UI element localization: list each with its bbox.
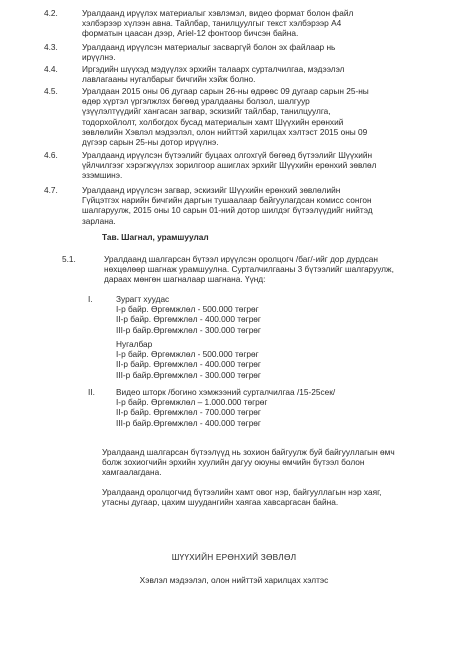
item-text	[82, 8, 422, 39]
prize-list-video	[116, 387, 376, 428]
item-number: 4.2.	[44, 8, 58, 18]
paragraph-contact	[102, 487, 424, 507]
item-text	[104, 254, 424, 285]
text-line: Иргэдийн шүүхэд мэдүүлэх эрхийн талаарх сурталчилгаа, мэдээлэл	[82, 64, 345, 74]
text-line: форматын цаасан дээр, Ariel-12 фонтоор бичсэн байна.	[82, 28, 299, 39]
text-line: Уралдаан 2015 оны 06 дугаар сарын 26-ны өдрөөс 09 дугаар сарын 25-ны	[82, 86, 369, 96]
item-number: 4.4.	[44, 64, 58, 74]
item-text	[82, 86, 422, 147]
item-number: 4.7.	[44, 185, 58, 195]
category-title: Видео шторк /богино хэмжээний сурталчилгаа /15-25сек/	[116, 387, 336, 397]
prize-line: III-р байр.Өргөмжлөл - 300.000 төгрөг	[116, 369, 261, 380]
text-line: Уралдаанд ирүүлсэн бүтээлийг буцаах олгохгүй бөгөөд бүтээлийг Шүүхийн	[82, 150, 373, 160]
text-line: хэлбэрээр хүлээн авна. Тайлбар, танилцуулгыг текст хэлбэрээр А4	[82, 18, 342, 29]
text-line: үйлчилгээг хэрэгжүүлэх зорилгоор ашиглах эрхийг Шүүхийн ерөнхий зөвлөл	[82, 160, 377, 171]
text-line: Уралдаанд ирүүлсэн материалыг засваргүй болон эх файлаар нь	[82, 42, 336, 52]
item-text	[82, 64, 422, 84]
prize-line: II-р байр. Өргөмжлөл - 700.000 төгрөг	[116, 407, 261, 418]
text-line: зөвлөлийн Хэвлэл мэдээлэл, олон нийттэй харилцах хэлтэст 2015 оны 09	[82, 126, 368, 137]
paragraph-ownership	[102, 447, 424, 478]
prize-list-posters	[116, 294, 376, 335]
text-line: Уралдаанд шалгарсан бүтээл ирүүлсэн оролцогч /баг/-ийг дор дурдсан	[104, 254, 378, 264]
text-line: нөхцөлөөр шагнаж урамшуулна. Сурталчилгааны 3 бүтээлийг шалгаруулж,	[104, 264, 394, 275]
text-line: Уралдаанд ирүүлсэн загвар, эскизийг Шүүхийн ерөнхий зөвлөлийн	[82, 185, 341, 195]
item-number: 5.1.	[62, 254, 76, 264]
item-number: 4.3.	[44, 42, 58, 52]
text-line: утасны дугаар, цахим шуудангийн хаягаа хавсаргасан байна.	[102, 497, 339, 508]
text-line: Гүйцэтгэх нарийн бичгийн даргын тушаалаар байгуулагдсан комисс сонгон	[82, 195, 372, 206]
text-line: тодорхойлолт, холбогдох бусад материалын хамт Шүүхийн ерөнхий	[82, 116, 344, 127]
footer-organization: ШҮҮХИЙН ЕРӨНХИЙ ЗӨВЛӨЛ	[171, 552, 297, 562]
group-number: I.	[88, 294, 93, 304]
text-line: Уралдаанд шалгарсан бүтээлүүд нь зохион байгуулж буй байгууллагын өмч	[102, 447, 395, 457]
prize-line: I-р байр. Өргөмжлөл - 500.000 төгрөг	[116, 304, 259, 315]
text-line: болж зохиогчийн эрхийн хуулийн дагуу оюуны өмчийн бүтээл болон	[102, 457, 365, 468]
prize-line: II-р байр. Өргөмжлөл - 400.000 төгрөг	[116, 359, 261, 370]
text-line: лавлагааны нугалбарыг бичгийн хэйж болно.	[82, 74, 256, 85]
group-number: II.	[88, 387, 95, 397]
prize-line: III-р байр.Өргөмжлөл - 300.000 төгрөг	[116, 324, 261, 335]
prize-line: III-р байр.Өргөмжлөл - 400.000 төгрөг	[116, 417, 261, 428]
text-line: Уралдаанд оролцогчид бүтээлийн хамт овог нэр, байгууллагын нэр хаяг,	[102, 487, 382, 497]
text-line: хамгаалагдана.	[102, 467, 162, 478]
text-line: дараах мөнгөн шагналаар шагнана. Үүнд:	[104, 274, 266, 285]
text-line: шалгаруулж, 2015 оны 10 сарын 01-ний дотор шилдэг бүтээлүүдийг нийтэд	[82, 205, 373, 216]
text-line: өдөр хүртэл үргэлжлэх бөгөөд уралдааны болзол, шалгуур	[82, 96, 310, 107]
prize-line: II-р байр. Өргөмжлөл - 400.000 төгрөг	[116, 314, 261, 325]
prize-line: I-р байр. Өргөмжлөл - 500.000 төгрөг	[116, 349, 259, 360]
text-line: эзэмшинэ.	[82, 170, 123, 181]
item-text	[82, 42, 422, 62]
item-number: 4.6.	[44, 150, 58, 160]
text-line: Уралдаанд ирүүлэх материалыг хэвлэмэл, видео формат болон файл	[82, 8, 354, 18]
item-number: 4.5.	[44, 86, 58, 96]
prize-list-leaflets	[116, 339, 376, 380]
category-title: Зурагт хуудас	[116, 294, 170, 304]
section-title: Тав. Шагнал, урамшуулал	[102, 232, 209, 242]
item-text	[82, 185, 422, 226]
text-line: үзүүлэлтүүдийг хангасан загвар, эскизийг тайлбар, танилцуулга,	[82, 106, 331, 117]
text-line: дүгээр сарын 25-ны дотор ирүүлнэ.	[82, 137, 219, 148]
item-text	[82, 150, 422, 181]
text-line: зарлана.	[82, 215, 116, 226]
text-line: ирүүлнэ.	[82, 52, 116, 63]
prize-line: I-р байр. Өргөмжлөл – 1.000.000 төгрөг	[116, 397, 268, 408]
footer-department: Хэвлэл мэдээлэл, олон нийттэй харилцах хэлтэс	[139, 575, 329, 585]
category-title: Нугалбар	[116, 339, 153, 349]
